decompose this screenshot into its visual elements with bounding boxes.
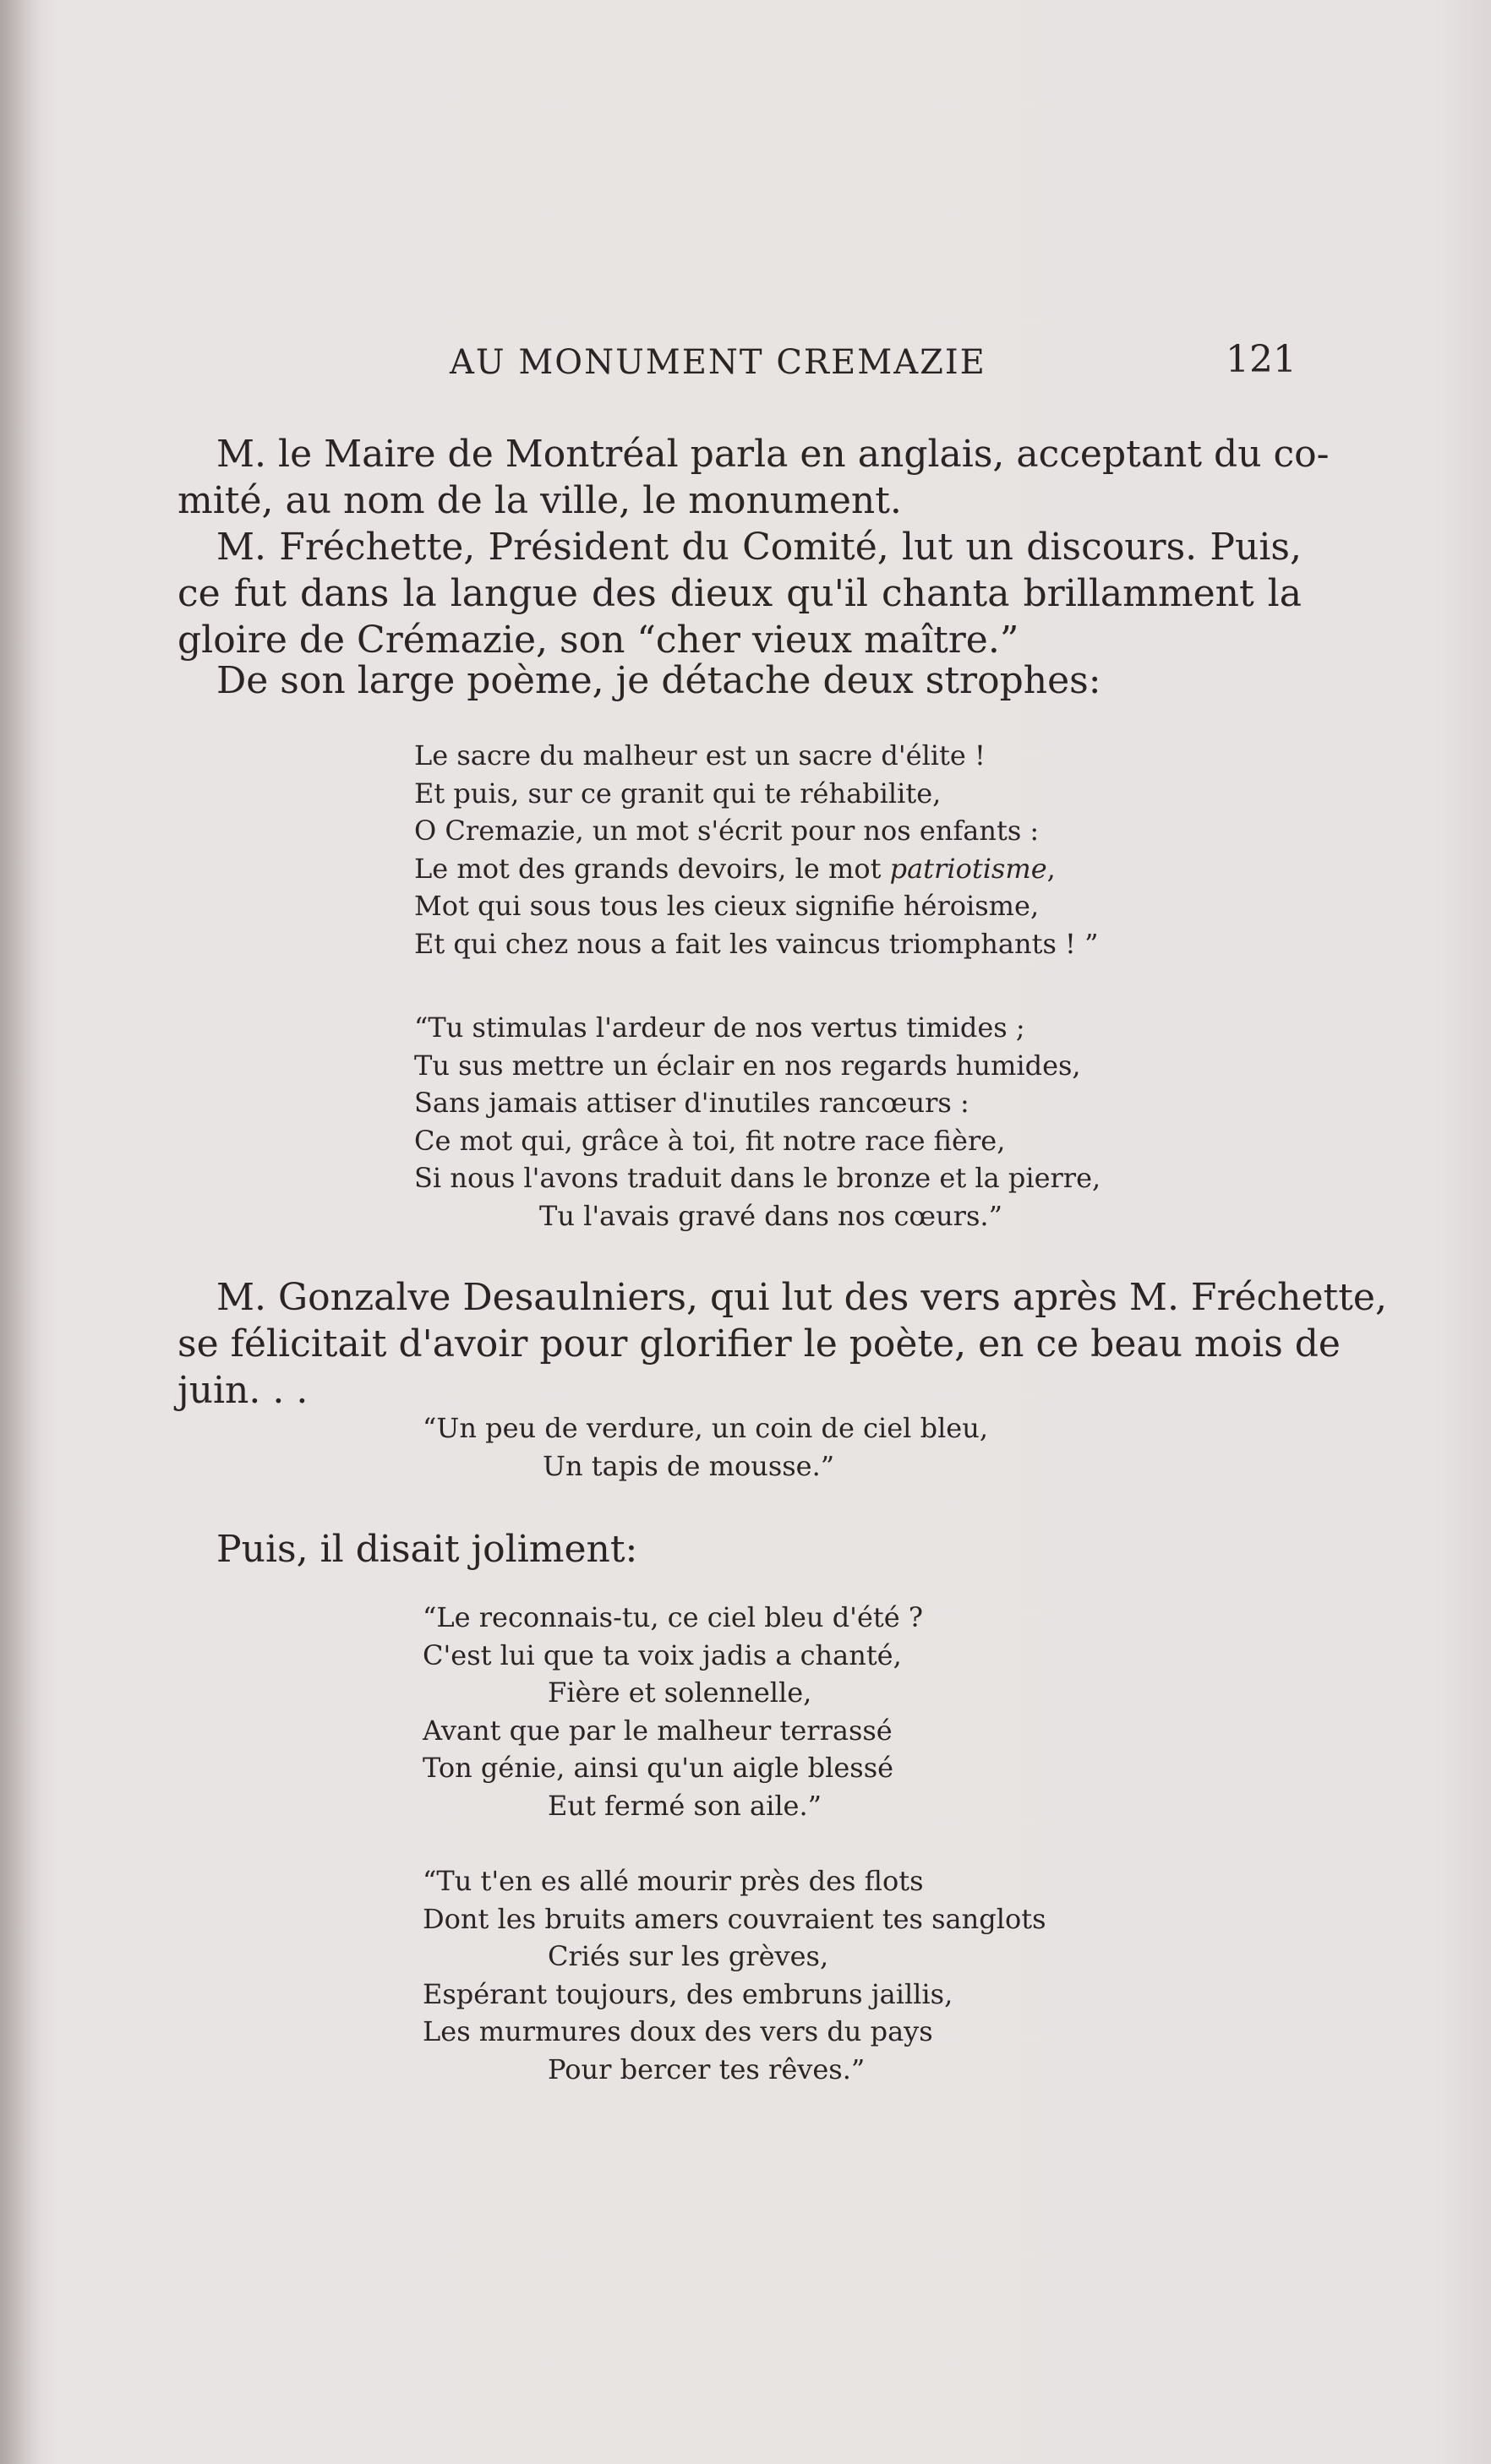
- verse-line: “Le reconnais-tu, ce ciel bleu d'été ?: [423, 1601, 924, 1633]
- page-number: 121: [1226, 338, 1297, 381]
- text-line: mité, au nom de la ville, le monument.: [178, 479, 902, 522]
- verse-line: Et puis, sur ce granit qui te réhabilite,: [414, 777, 942, 810]
- verse-text: Le mot des grands devoirs, le mot: [414, 852, 890, 885]
- verse-line: Ton génie, ainsi qu'un aigle blessé: [423, 1752, 894, 1784]
- verse-line: Fière et solennelle,: [548, 1676, 812, 1709]
- verse-line: Tu sus mettre un éclair en nos regards humides,: [414, 1049, 1081, 1082]
- stanza-2: [414, 1009, 1100, 1235]
- stanza-3: [423, 1599, 923, 1824]
- verse-line: Dont les bruits amers couvraient tes sanglots: [423, 1902, 1046, 1935]
- text-line: Puis, il disait joliment:: [216, 1528, 638, 1571]
- verse-line: Pour bercer tes rêves.”: [548, 2052, 866, 2085]
- verse-line: Et qui chez nous a fait les vaincus triomphants ! ”: [414, 927, 1099, 960]
- text-line: se félicitait d'avoir pour glorifier le poète, en ce beau mois de: [178, 1322, 1341, 1366]
- paragraph-poeme: [178, 657, 1302, 704]
- text-line: M. Fréchette, Président du Comité, lut un discours. Puis,: [216, 526, 1302, 569]
- verse-line: Espérant toujours, des embruns jaillis,: [423, 1977, 953, 2010]
- verse-line: “Tu stimulas l'ardeur de nos vertus timides ;: [414, 1011, 1025, 1044]
- verse-line: C'est lui que ta voix jadis a chanté,: [423, 1638, 902, 1671]
- verse-line: Si nous l'avons traduit dans le bronze et la pierre,: [414, 1162, 1101, 1194]
- verse-line: Criés sur les grèves,: [548, 1940, 829, 1972]
- paragraph-frechette: [178, 524, 1302, 663]
- verse-line: Tu l'avais gravé dans nos cœurs.”: [539, 1199, 1002, 1232]
- verse-line: “Un peu de verdure, un coin de ciel bleu,: [423, 1412, 989, 1444]
- verse-line: “Tu t'en es allé mourir près des flots: [423, 1865, 924, 1897]
- verse-line: [414, 850, 1098, 888]
- text-line: M. Gonzalve Desaulniers, qui lut des vers après M. Fréchette,: [216, 1276, 1387, 1319]
- running-title: AU MONUMENT CREMAZIE: [450, 343, 986, 382]
- paragraph-joliment: [178, 1526, 1302, 1573]
- verse-line: Un tapis de mousse.”: [543, 1449, 835, 1482]
- verse-line: Ce mot qui, grâce à toi, fit notre race fière,: [414, 1124, 1006, 1157]
- verse-text: ,: [1046, 852, 1056, 885]
- text-line: ce fut dans la langue des dieux qu'il chanta brillamment la: [178, 572, 1302, 615]
- italic-word: patriotisme: [889, 852, 1047, 885]
- verse-line: Sans jamais attiser d'inutiles rancœurs :: [414, 1087, 969, 1119]
- quote-verdure: [423, 1409, 988, 1485]
- text-line: juin. . .: [178, 1369, 309, 1412]
- verse-line: Les murmures doux des vers du pays: [423, 2015, 933, 2047]
- stanza-1: [414, 737, 1098, 962]
- text-line: De son large poème, je détache deux strophes:: [216, 659, 1101, 702]
- paragraph-desaulniers: [178, 1274, 1387, 1414]
- verse-line: O Cremazie, un mot s'écrit pour nos enfants :: [414, 815, 1040, 847]
- verse-line: Mot qui sous tous les cieux signifie héroisme,: [414, 890, 1040, 922]
- stanza-4: [423, 1862, 1046, 2088]
- verse-line: Le sacre du malheur est un sacre d'élite !: [414, 739, 986, 771]
- text-line: M. le Maire de Montréal parla en anglais, acceptant du co-: [216, 433, 1330, 476]
- spine-shadow: [0, 0, 39, 2464]
- verse-line: Avant que par le malheur terrassé: [423, 1714, 893, 1747]
- text-line: gloire de Crémazie, son “cher vieux maître.”: [178, 619, 1019, 662]
- paragraph-maire: [178, 431, 1330, 524]
- verse-line: Eut fermé son aile.”: [548, 1789, 822, 1822]
